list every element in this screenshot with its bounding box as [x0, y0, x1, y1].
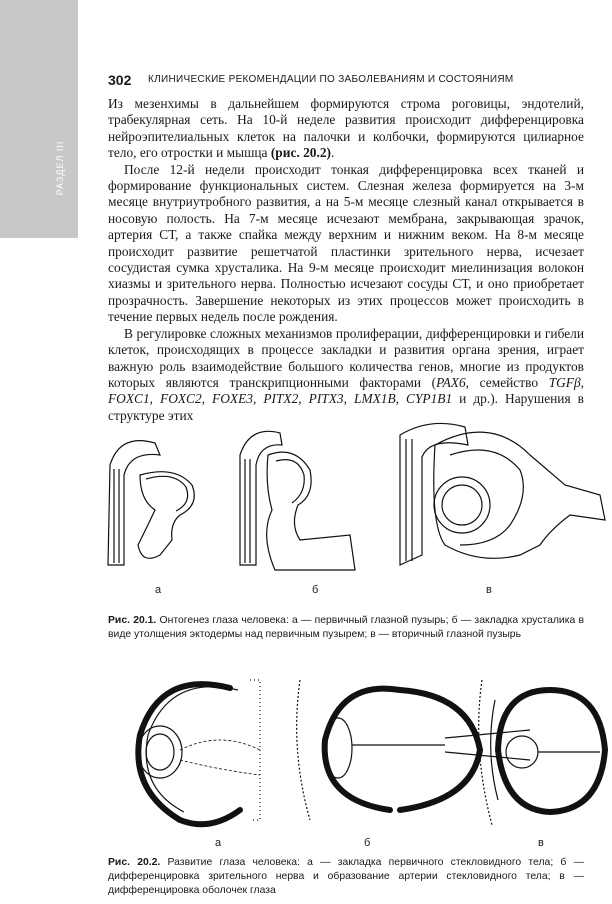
paragraph-1: Из мезенхимы в дальнейшем формируются строма роговицы, эндотелий, трабекулярная сеть. На 10-й неделе развития происходит дифференцировка нейроэпителиальных клеток на палочки и колбочки, формируются цилиарное тело, его отростки и мышца (рис. 20.2). — [108, 96, 584, 161]
figure-20-1-caption: Рис. 20.1. Онтогенез глаза человека: а — первичный глазной пузырь; б — закладка хрусталика в виде утолщения эктодермы над первичным пузырем; в — вторичный глазной пузырь — [108, 615, 585, 640]
fig1-panel-b-drawing — [240, 431, 355, 570]
paragraph-3: В регулировке сложных механизмов пролиферации, дифференцировки и гибели клеток, происходящих в процессе закладки и развития органа зрения, играет важную роль взаимодействие большого количества генов, многие из продуктов которых являются транскрипционными факторами (PAX6, семейство TGFβ, FOXC1, FOXC2, FOXE3, PITX2, PITX3, LMX1B, CYP1B1 и др.). Нарушения в структуре этих — [108, 325, 585, 423]
fig1-label-c: в — [486, 584, 492, 596]
fig1-label-a: а — [155, 584, 162, 596]
fig2-label-a: а — [215, 837, 222, 849]
running-title: КЛИНИЧЕСКИЕ РЕКОМЕНДАЦИИ ПО ЗАБОЛЕВАНИЯМ И СОСТОЯНИЯМ — [148, 74, 514, 85]
page-number: 302 — [108, 72, 132, 88]
figure-20-1-illustration — [100, 415, 610, 580]
fig2-label-b: б — [364, 837, 371, 849]
fig1-label-b: б — [312, 584, 319, 596]
section-label: РАЗДЕЛ III — [55, 140, 65, 196]
body-text — [108, 96, 584, 424]
figure-20-2-caption: Рис. 20.2. Развитие глаза человека: а — закладка первичного стекловидного тела; б — дифференцировка зрительного нерва и образование артерии стекловидного тела; в — дифференцировка оболочек глаза — [108, 857, 584, 896]
fig2-label-c: в — [538, 837, 544, 849]
paragraph-2: После 12-й недели происходит тонкая дифференцировка всех тканей и формирование функциональных систем. Слезная железа формируется на 3-м месяце внутриутробного развития, а на 5-м месяце слезный канал открывается в носовую полость. На 7-м месяце исчезают мембрана, закрывающая зрачок, артерия СТ, а также спайка между верхним и нижним веком. На 8-м месяце происходит развитие решетчатой пластинки зрительного нерва, исчезает сосудистая сумка хрусталика. На 9-м месяце происходит миелинизация волокон хиазмы и зрительного нерва. Полностью исчезают сосуды СТ, и оно приобретает прозрачность. Завершение некоторых из этих процессов может происходить в течение первых недель после рождения. — [108, 161, 584, 325]
fig2-panel-c-drawing — [479, 680, 605, 825]
fig2-panel-a-drawing — [138, 680, 260, 824]
figure-reference[interactable]: (рис. 20.2) — [270, 145, 331, 161]
fig1-panel-c-drawing — [400, 423, 605, 565]
figure-20-2-illustration — [100, 660, 610, 835]
fig1-panel-a-drawing — [108, 441, 194, 565]
